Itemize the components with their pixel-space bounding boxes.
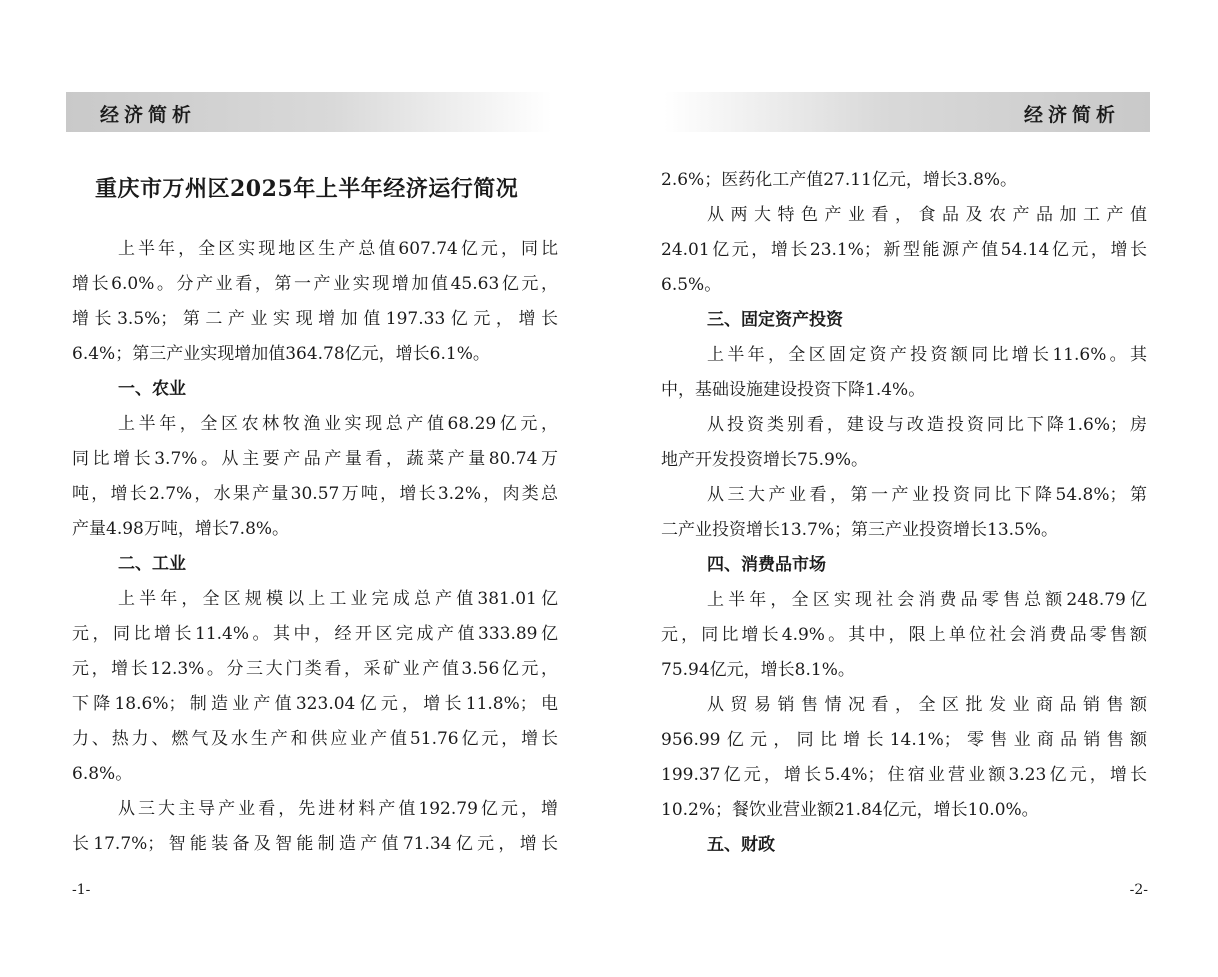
body-line: 地产开发投资增长75.9%。	[661, 450, 869, 470]
body-line: 中，基础设施建设投资下降1.4%。	[661, 380, 926, 400]
body-line: 75.94亿元，增长8.1%。	[661, 660, 855, 680]
body-line: 元，增长12.3%。分三大门类看，采矿业产值3.56亿元，	[72, 659, 558, 679]
document-title: 重庆市万州区2025年上半年经济运行简况	[95, 176, 519, 202]
body-line: 增长6.0%。分产业看，第一产业实现增加值45.63亿元，	[72, 274, 558, 294]
header-band	[664, 92, 1150, 132]
body-line: 10.2%；餐饮业营业额21.84亿元，增长10.0%。	[661, 800, 1039, 820]
body-line: 产量4.98万吨，增长7.8%。	[72, 519, 290, 539]
body-line: 上半年，全区农林牧渔业实现总产值68.29亿元，	[118, 414, 558, 434]
body-line: 6.4%；第三产业实现增加值364.78亿元，增长6.1%。	[72, 344, 490, 364]
body-line: 从投资类别看，建设与改造投资同比下降1.6%；房	[707, 415, 1147, 435]
body-line: 24.01亿元，增长23.1%；新型能源产值54.14亿元，增长	[661, 240, 1147, 260]
section-heading: 二、工业	[118, 554, 186, 574]
body-line: 956.99亿元，同比增长14.1%；零售业商品销售额	[661, 730, 1147, 750]
body-line: 力、热力、燃气及水生产和供应业产值51.76亿元，增长	[72, 729, 558, 749]
body-line: 从三大产业看，第一产业投资同比下降54.8%；第	[707, 485, 1147, 505]
body-line: 二产业投资增长13.7%；第三产业投资增长13.5%。	[661, 520, 1059, 540]
page-number: -1-	[72, 882, 91, 898]
body-line: 从两大特色产业看，食品及农产品加工产值	[707, 205, 1147, 225]
section-heading: 一、农业	[118, 379, 186, 399]
section-heading: 五、财政	[707, 835, 775, 855]
header-band	[66, 92, 552, 132]
header-label: 经济简析	[100, 104, 197, 126]
body-line: 长17.7%；智能装备及智能制造产值71.34亿元，增长	[72, 834, 558, 854]
body-line: 从贸易销售情况看，全区批发业商品销售额	[707, 695, 1147, 715]
body-line: 上半年，全区实现地区生产总值607.74亿元，同比	[118, 239, 558, 259]
page-number: -2-	[1129, 882, 1148, 898]
body-line: 吨，增长2.7%，水果产量30.57万吨，增长3.2%，肉类总	[72, 484, 558, 504]
body-line: 同比增长3.7%。从主要产品产量看，蔬菜产量80.74万	[72, 449, 558, 469]
section-heading: 四、消费品市场	[707, 555, 826, 575]
body-line: 199.37亿元，增长5.4%；住宿业营业额3.23亿元，增长	[661, 765, 1147, 785]
body-line: 元，同比增长4.9%。其中，限上单位社会消费品零售额	[661, 625, 1147, 645]
body-line: 上半年，全区固定资产投资额同比增长11.6%。其	[707, 345, 1147, 365]
body-line: 2.6%；医药化工产值27.11亿元，增长3.8%。	[661, 170, 1018, 190]
body-line: 从三大主导产业看，先进材料产值192.79亿元，增	[118, 799, 558, 819]
right-page	[609, 0, 1218, 977]
body-line: 下降18.6%；制造业产值323.04亿元，增长11.8%；电	[72, 694, 558, 714]
body-line: 元，同比增长11.4%。其中，经开区完成产值333.89亿	[72, 624, 558, 644]
body-line: 增长3.5%；第二产业实现增加值197.33亿元，增长	[72, 309, 558, 329]
header-label: 经济简析	[1023, 104, 1120, 126]
section-heading: 三、固定资产投资	[707, 310, 843, 330]
body-line: 6.5%。	[661, 275, 722, 295]
body-line: 上半年，全区实现社会消费品零售总额248.79亿	[707, 590, 1147, 610]
body-line: 6.8%。	[72, 764, 133, 784]
body-line: 上半年，全区规模以上工业完成总产值381.01亿	[118, 589, 558, 609]
